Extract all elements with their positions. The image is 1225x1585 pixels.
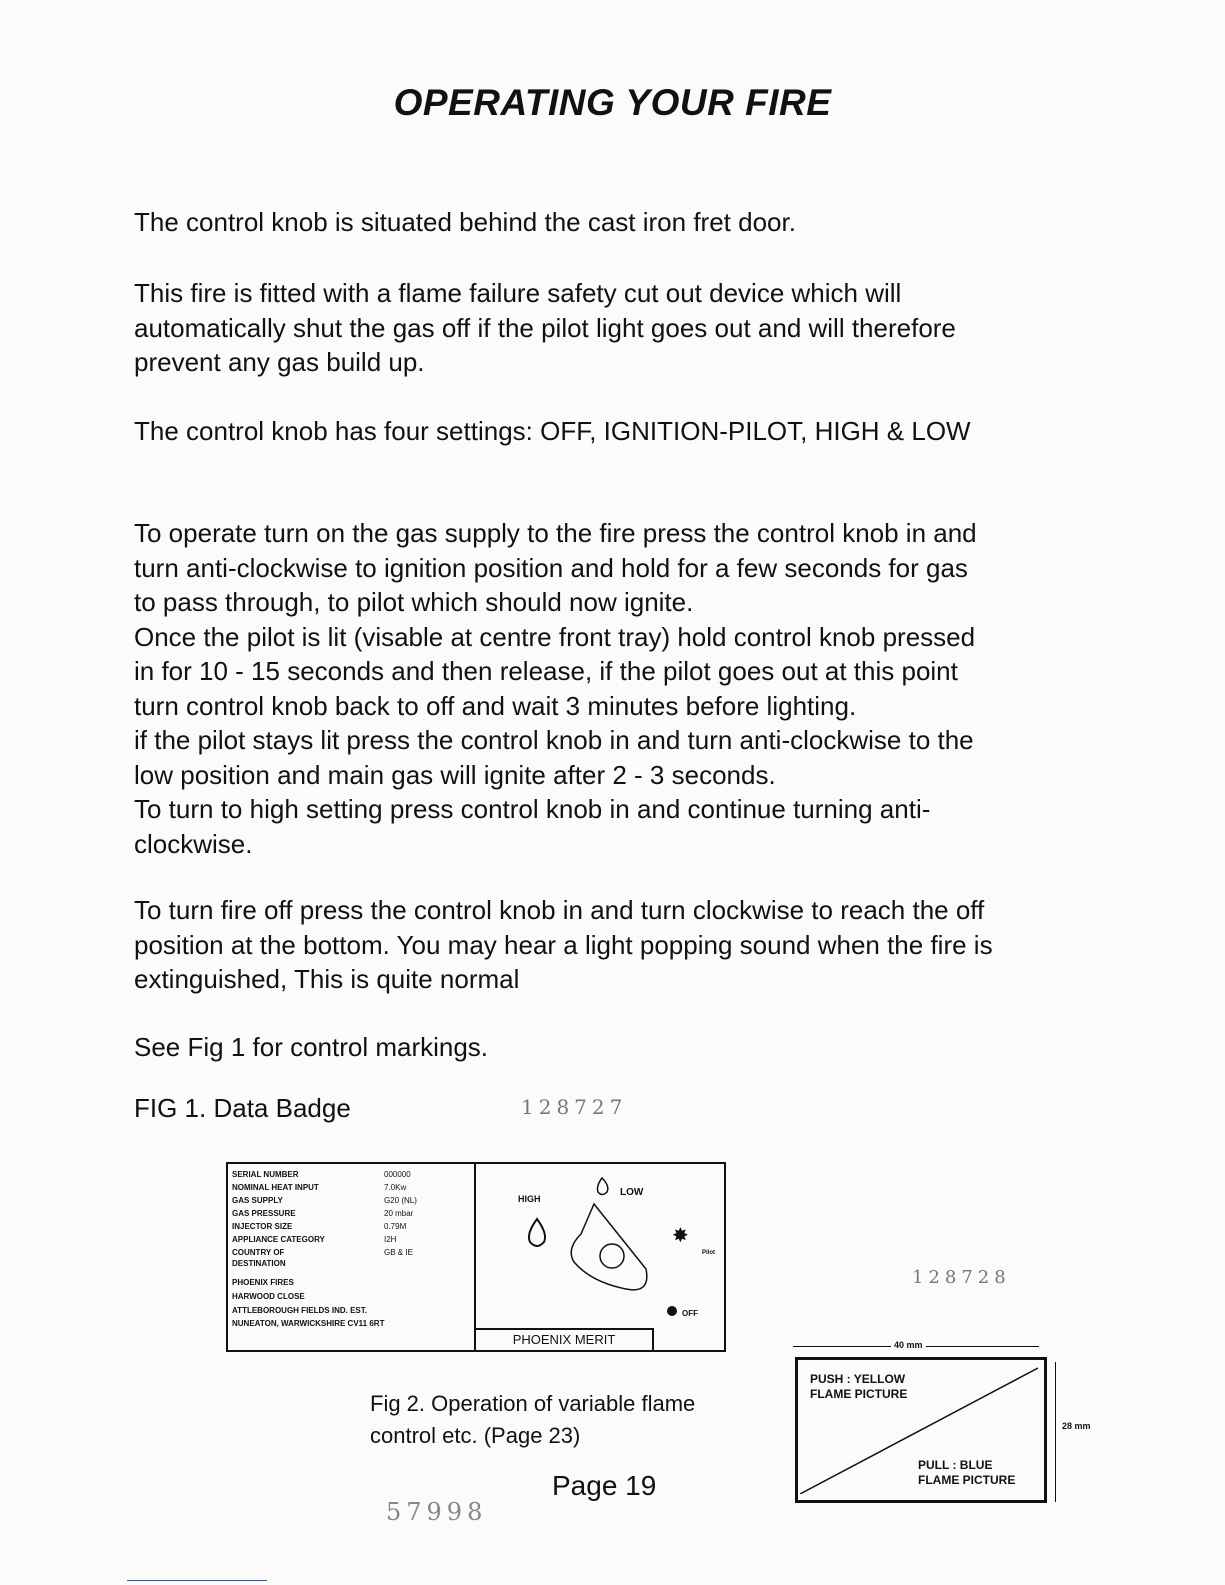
badge-row-value: 0.79M	[384, 1222, 407, 1231]
text-line: turn control knob back to off and wait 3 minutes before lighting.	[134, 690, 857, 721]
paragraph-operation	[134, 516, 1124, 861]
caption-line: control etc. (Page 23)	[370, 1423, 581, 1448]
paragraph-location	[134, 205, 1124, 240]
push-label-line: FLAME PICTURE	[810, 1387, 908, 1401]
pilot-star-icon: ✸	[672, 1225, 689, 1247]
label-low: LOW	[620, 1187, 644, 1198]
text-line: prevent any gas build up.	[134, 347, 425, 377]
width-dimension	[793, 1340, 1039, 1352]
badge-row-label: GAS SUPPLY	[232, 1196, 283, 1205]
badge-row-label: HARWOOD CLOSE	[232, 1292, 305, 1301]
text-line: in for 10 - 15 seconds and then release, if the pilot goes out at this point	[134, 656, 958, 686]
pull-label	[918, 1458, 1015, 1488]
push-label-line: PUSH : YELLOW	[810, 1372, 906, 1386]
text-line: Once the pilot is lit (visable at centre front tray) hold control knob pressed	[134, 621, 976, 652]
badge-row-value: G20 (NL)	[384, 1196, 417, 1205]
text-line: low position and main gas will ignite after 2 - 3 seconds.	[134, 759, 776, 790]
badge-row-label: SERIAL NUMBER	[232, 1170, 299, 1179]
fig2-caption	[370, 1388, 695, 1452]
text-line: The control knob has four settings: OFF, IGNITION-PILOT, HIGH & LOW	[134, 416, 971, 446]
width-label: 40 mm	[891, 1340, 926, 1350]
push-label	[810, 1372, 907, 1402]
badge-row-label: NOMINAL HEAT INPUT	[232, 1183, 319, 1192]
paragraph-turn-off	[134, 893, 1124, 997]
badge-row-label: ATTLEBOROUGH FIELDS IND. EST.	[232, 1306, 367, 1315]
footer-rule	[127, 1580, 267, 1581]
badge-row-value: 000000	[384, 1170, 411, 1179]
text-line: To operate turn on the gas supply to the fire press the control knob in and	[134, 518, 977, 548]
text-line: position at the bottom. You may hear a light popping sound when the fire is	[134, 929, 993, 960]
badge-row-value: GB & IE	[384, 1248, 413, 1257]
text-line: if the pilot stays lit press the control knob in and turn anti-clockwise to the	[134, 725, 974, 755]
serial-stamp-right: 128728	[912, 1267, 1011, 1288]
text-line: turn anti-clockwise to ignition position and hold for a few seconds for gas	[134, 552, 968, 583]
badge-row-value: 7.0Kw	[384, 1183, 407, 1192]
label-high: HIGH	[518, 1194, 541, 1204]
badge-table	[228, 1164, 476, 1339]
paragraph-safety	[134, 276, 1124, 380]
knob-outline	[571, 1204, 647, 1290]
text-line: This fire is fitted with a flame failure safety cut out device which will	[134, 278, 902, 308]
text-line: See Fig 1 for control markings.	[134, 1032, 489, 1062]
label-pilot: Pilot	[702, 1250, 715, 1256]
badge-row-value: I2H	[384, 1235, 397, 1244]
height-label: 28 mm	[1062, 1421, 1091, 1431]
badge-row-label: DESTINATION	[232, 1259, 286, 1268]
flame-control-panel	[795, 1357, 1047, 1503]
off-dot-icon	[667, 1306, 677, 1316]
badge-row-value: 20 mbar	[384, 1209, 414, 1218]
badge-row-label: GAS PRESSURE	[232, 1209, 296, 1218]
pull-label-line: PULL : BLUE	[918, 1458, 993, 1472]
data-badge	[226, 1162, 726, 1352]
label-off: OFF	[682, 1309, 698, 1318]
caption-line: Fig 2. Operation of variable flame	[370, 1391, 696, 1416]
text-line: To turn to high setting press control knob in and continue turning anti-	[134, 794, 931, 824]
fig1-label: FIG 1. Data Badge	[134, 1093, 351, 1123]
page-title: OPERATING YOUR FIRE	[393, 82, 832, 123]
badge-row-label: NUNEATON, WARWICKSHIRE CV11 6RT	[232, 1319, 385, 1328]
text-line: extinguished, This is quite normal	[134, 964, 520, 994]
badge-row-label: INJECTOR SIZE	[232, 1222, 293, 1231]
height-dimension	[1055, 1362, 1062, 1502]
high-flame-icon	[529, 1219, 545, 1246]
paragraph-see-fig	[134, 1030, 1124, 1065]
text-line: The control knob is situated behind the cast iron fret door.	[134, 207, 796, 237]
page-number: Page 19	[552, 1470, 657, 1501]
low-flame-icon	[598, 1178, 608, 1195]
brand-label: PHOENIX MERIT	[474, 1328, 654, 1350]
text-line: to pass through, to pilot which should now ignite.	[134, 587, 694, 617]
text-line: To turn fire off press the control knob in and turn clockwise to reach the off	[134, 895, 985, 925]
text-line: clockwise.	[134, 828, 253, 859]
paragraph-settings	[134, 414, 1124, 449]
text-line: automatically shut the gas off if the pilot light goes out and will therefore	[134, 312, 956, 343]
pull-label-line: FLAME PICTURE	[918, 1473, 1016, 1487]
badge-row-label: COUNTRY OF	[232, 1248, 285, 1257]
serial-stamp-bottom: 57998	[386, 1498, 488, 1526]
badge-row-label: PHOENIX FIRES	[232, 1278, 294, 1287]
knob-center	[600, 1244, 624, 1268]
serial-stamp-top: 128727	[521, 1095, 628, 1119]
badge-row-label: APPLIANCE CATEGORY	[232, 1235, 325, 1244]
